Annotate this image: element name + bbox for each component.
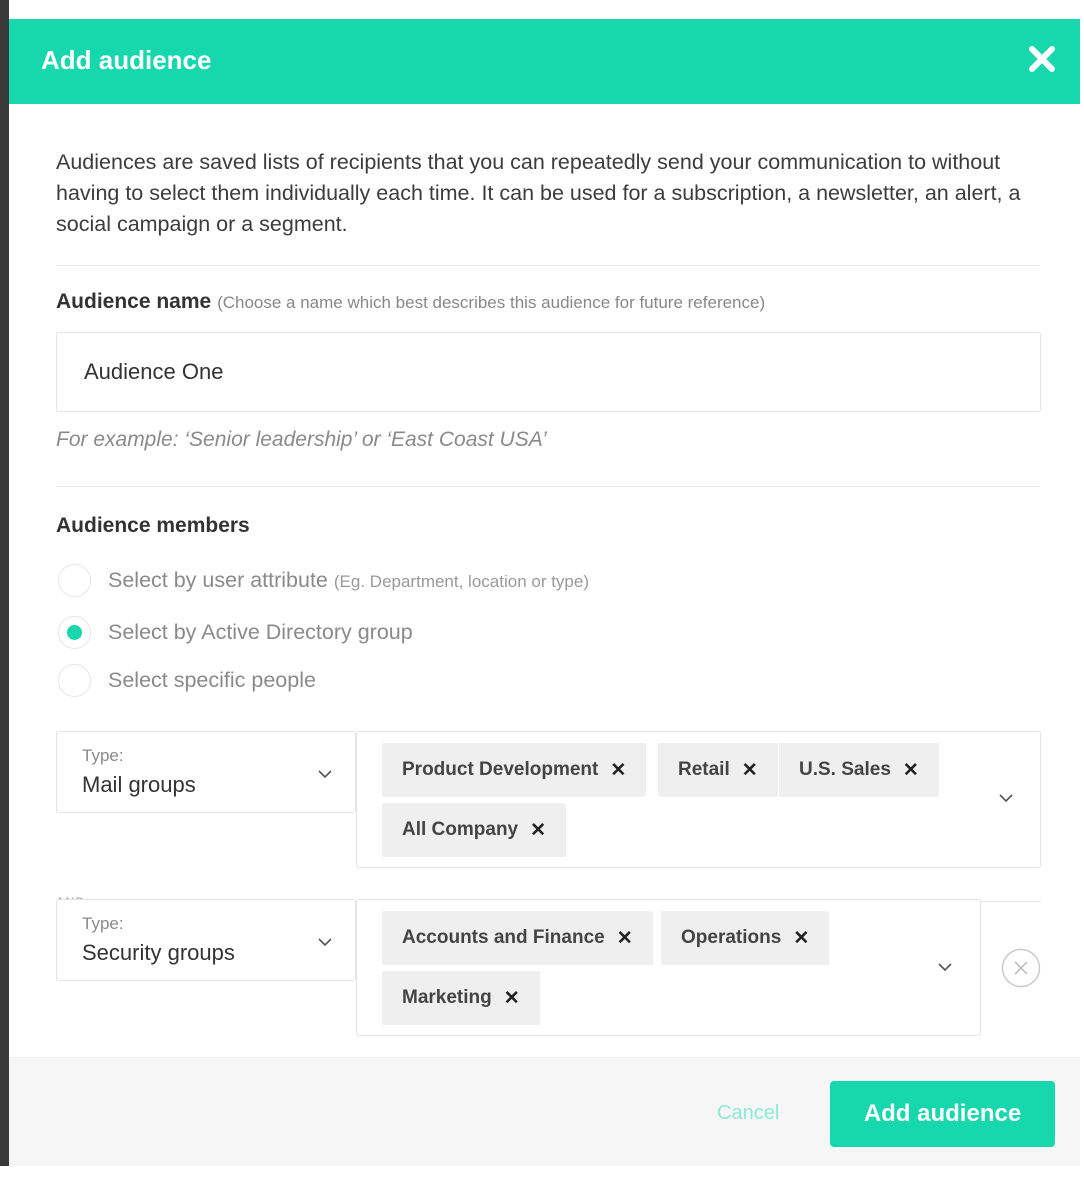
- remove-tag-icon[interactable]: ✕: [616, 927, 633, 949]
- intro-text: Audiences are saved lists of recipients that you can repeatedly send your communication to without having to select them individually each time. It can be used for a subscription, a newsletter, an alert, a social campaign or a segment.: [56, 150, 1021, 236]
- audience-members-label: Audience members: [56, 514, 250, 537]
- tag-chip: [382, 803, 566, 857]
- radio-label: Select specific people: [108, 667, 316, 692]
- type-value: Mail groups: [82, 772, 196, 797]
- tag-chip: [779, 743, 939, 797]
- audience-name-input[interactable]: [56, 332, 1041, 412]
- radio-button[interactable]: [58, 664, 91, 697]
- type-label: Type:: [82, 914, 124, 933]
- audience-name-label-text: Audience name: [56, 290, 212, 313]
- remove-tag-icon[interactable]: ✕: [503, 987, 520, 1009]
- tag-label: All Company: [402, 819, 519, 840]
- tag-chip: [382, 971, 540, 1025]
- radio-label: Select by Active Directory group: [108, 619, 413, 644]
- tag-label: Marketing: [402, 987, 492, 1008]
- tag-label: Product Development: [402, 759, 599, 780]
- tag-label: Accounts and Finance: [402, 927, 605, 948]
- divider: [56, 265, 1040, 266]
- cancel-button[interactable]: Cancel: [717, 1102, 780, 1124]
- remove-group-icon[interactable]: [1001, 948, 1041, 988]
- chevron-down-icon: [999, 794, 1013, 803]
- window-edge: [0, 0, 9, 1166]
- type-label: Type:: [82, 746, 124, 765]
- audience-name-hint: (Choose a name which best describes this audience for future reference): [217, 293, 766, 312]
- remove-tag-icon[interactable]: ✕: [741, 759, 758, 781]
- radio-specific-people[interactable]: [58, 663, 316, 697]
- group-tag-select[interactable]: [356, 731, 1041, 868]
- tag-label: Retail: [678, 759, 730, 780]
- remove-tag-icon[interactable]: ✕: [793, 927, 810, 949]
- modal-footer: [9, 1057, 1080, 1166]
- audience-name-example: For example: ‘Senior leadership’ or ‘East Coast USA’: [56, 428, 547, 451]
- type-value: Security groups: [82, 940, 235, 965]
- add-audience-button[interactable]: Add audience: [830, 1081, 1055, 1147]
- tag-chip: [382, 743, 646, 797]
- tag-label: Operations: [681, 927, 782, 948]
- chevron-down-icon: [938, 963, 952, 972]
- divider: [56, 486, 1040, 487]
- tag-chip: [382, 911, 653, 965]
- tag-chip: [661, 911, 829, 965]
- radio-active-directory[interactable]: [58, 615, 413, 649]
- group-type-select[interactable]: [56, 731, 356, 813]
- group-tag-select[interactable]: [356, 899, 981, 1036]
- audience-name-label: [56, 290, 765, 314]
- radio-user-attribute[interactable]: [58, 563, 589, 597]
- tag-chip: [658, 743, 778, 797]
- remove-tag-icon[interactable]: ✕: [902, 759, 919, 781]
- radio-button-selected[interactable]: [58, 616, 91, 649]
- remove-tag-icon[interactable]: ✕: [530, 819, 547, 841]
- radio-button[interactable]: [58, 564, 91, 597]
- close-icon[interactable]: [1028, 45, 1056, 73]
- modal-header: [9, 19, 1080, 104]
- chevron-down-icon: [318, 770, 332, 779]
- group-type-select[interactable]: [56, 899, 356, 981]
- tag-label: U.S. Sales: [799, 759, 891, 780]
- add-audience-modal: [9, 19, 1080, 1166]
- remove-tag-icon[interactable]: ✕: [610, 759, 627, 781]
- radio-label: Select by user attribute: [108, 567, 328, 592]
- modal-title: Add audience: [41, 45, 212, 75]
- radio-hint: (Eg. Department, location or type): [333, 571, 590, 591]
- chevron-down-icon: [318, 938, 332, 947]
